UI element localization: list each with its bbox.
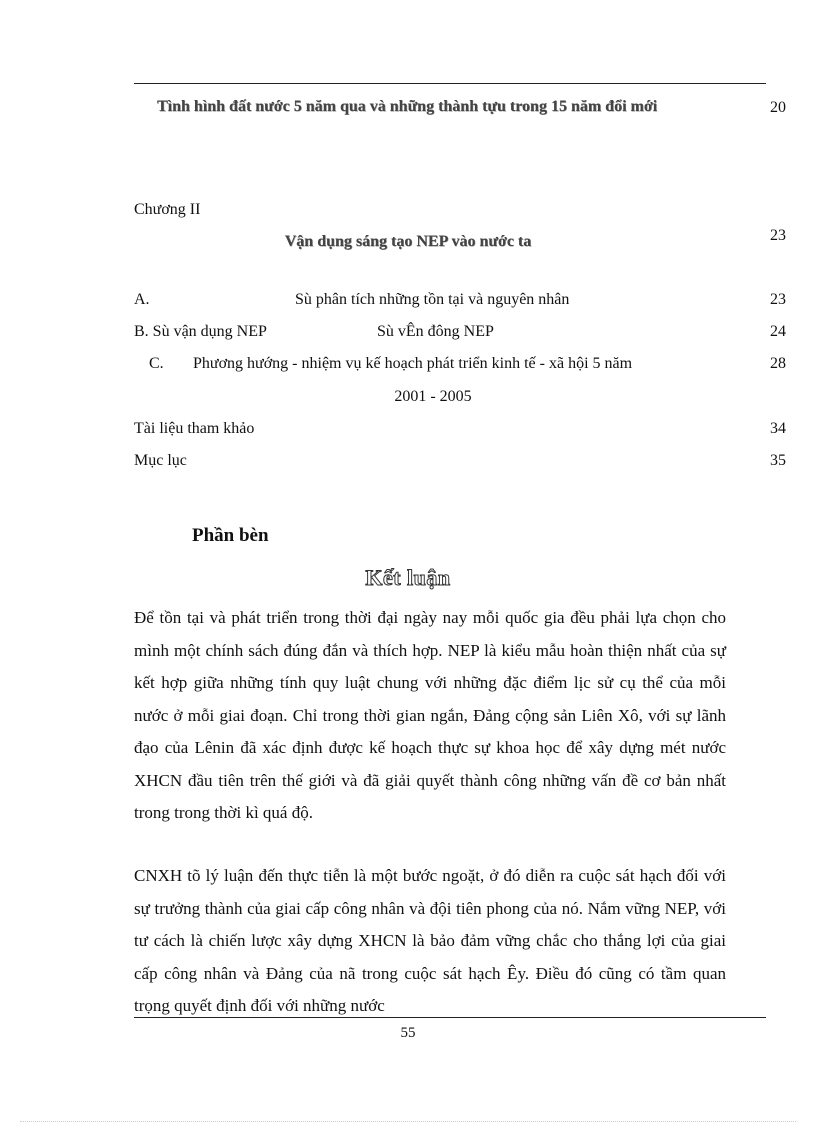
toc-entry-a-page: 23 xyxy=(770,291,786,308)
toc-references-page: 34 xyxy=(770,420,786,437)
toc-entry-c-page: 28 xyxy=(770,355,786,372)
conclusion-title: Kết luận xyxy=(365,565,451,590)
toc-entry-b-title: B. Sù vận dụng NEP xyxy=(134,323,267,340)
toc-contents-page: 35 xyxy=(770,452,786,469)
toc-entry-c-title: Phương hướng - nhiệm vụ kế hoạch phát triển kinh tế - xã hội 5 năm xyxy=(193,355,633,372)
toc-entry-prev-title: Tình hình đất nước 5 năm qua và những thành tựu trong 15 năm đổi mới xyxy=(157,98,658,115)
paragraph-2-block xyxy=(134,860,726,1023)
toc-references-title: Tài liệu tham khảo xyxy=(134,420,255,437)
toc-entry-a-letter: A. xyxy=(134,291,150,308)
paragraph: Để tồn tại và phát triển trong thời đại ngày nay mỗi quốc gia đều phải lựa chọn cho mình một chính sách đúng đắn và thích hợp. NEP là kiểu mẫu hoàn thiện nhất của sự kết hợp giữa những tính quy luật chung với những đặc điểm lịc sử cụ thể của mỗi nước ở mỗi giai đoạn. Chỉ trong thời gian ngắn, Đảng cộng sản Liên Xô, với sự lãnh đạo của Lênin đã xác định được kế hoạch thực sự khoa học để xây dựng mét nước XHCN đầu tiên trên thế giới và đã giải quyết thành công những vấn đề cơ bản nhất trong trong thời kì quá độ. xyxy=(134,608,726,822)
section-heading: Phần bèn xyxy=(192,525,269,546)
paragraph-1-block xyxy=(134,602,726,830)
footer-rule xyxy=(134,1017,766,1018)
page-edge-divider xyxy=(20,1121,796,1122)
toc-entry-c-title-cont: 2001 - 2005 xyxy=(394,388,472,405)
toc-chapter-page: 23 xyxy=(770,227,786,244)
toc-entry-prev-page: 20 xyxy=(770,99,786,116)
toc-chapter-title: Vận dụng sáng tạo NEP vào nước ta xyxy=(284,233,532,250)
page-number: 55 xyxy=(400,1025,416,1041)
toc-entry-a-title: Sù phân tích những tồn tại và nguyên nhân xyxy=(295,291,570,308)
toc-entry-c-letter: C. xyxy=(149,355,164,372)
header-rule xyxy=(134,83,766,84)
toc-contents-title: Mục lục xyxy=(134,452,187,469)
paragraph: CNXH tõ lý luận đến thực tiễn là một bước ngoặt, ở đó diễn ra cuộc sát hạch đối với sự trưởng thành của giai cấp công nhân và đội tiên phong của nó. Nắm vững NEP, với tư cách là chiến lược xây dựng XHCN là bảo đảm vững chắc cho thắng lợi của giai cấp công nhân và Đảng của nã trong cuộc sát hạch Êy. Điều đó cũng có tầm quan trọng quyết định đối với những nước xyxy=(134,866,726,1015)
toc-chapter-label: Chương II xyxy=(134,201,201,218)
toc-entry-b-page: 24 xyxy=(770,323,786,340)
toc-entry-b-subtitle: Sù vÊn đông NEP xyxy=(377,323,494,340)
